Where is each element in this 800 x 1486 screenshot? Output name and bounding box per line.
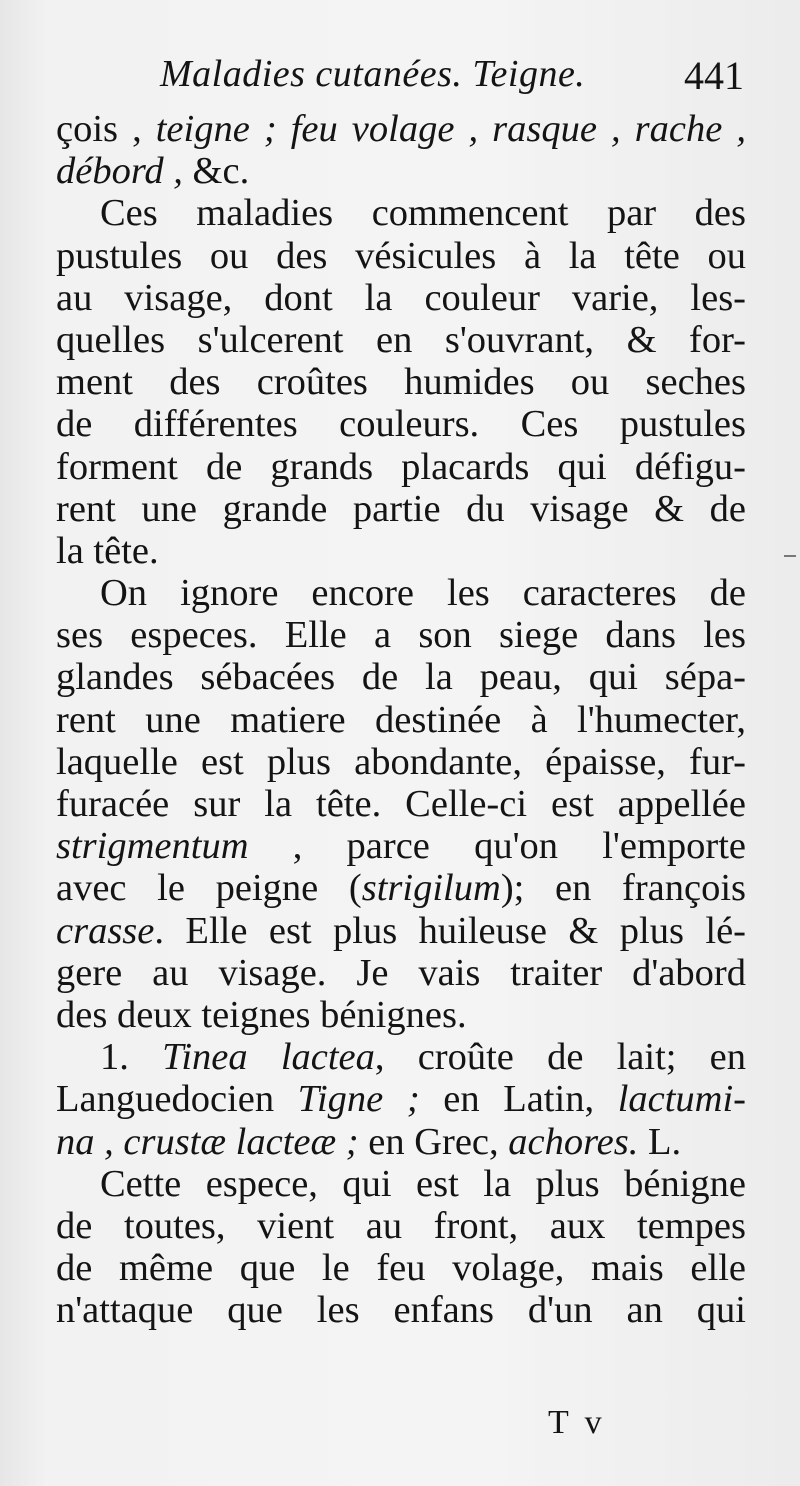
text-line xyxy=(56,446,746,488)
text-segment: forment de grands placards qui défigu- xyxy=(56,445,746,488)
text-line xyxy=(56,910,746,952)
italic-text: lactumi- xyxy=(617,1078,746,1121)
page-header xyxy=(160,52,750,102)
text-segment: de différentes couleurs. Ces pustules xyxy=(56,403,746,446)
text-segment: rent une matiere destinée à l'humecter, xyxy=(56,698,746,741)
text-segment: au visage, dont la couleur varie, les- xyxy=(56,276,746,319)
text-segment: de toutes, vient au front, aux tempes xyxy=(56,1204,746,1247)
text-line xyxy=(56,361,746,403)
italic-text: strigilum xyxy=(361,867,501,910)
text-line xyxy=(56,1078,746,1120)
text-line xyxy=(56,1289,746,1331)
running-head: Maladies cutanées. Teigne. xyxy=(160,53,586,95)
text-line xyxy=(56,277,746,319)
text-line xyxy=(56,952,746,994)
text-segment: avec le peigne ( xyxy=(56,867,362,910)
text-segment: en Grec, xyxy=(358,1120,509,1163)
text-segment: Cette espece, qui est la plus bénigne xyxy=(100,1162,746,1205)
text-segment: ); en françois xyxy=(500,867,746,910)
text-line xyxy=(56,319,746,361)
text-segment: &c. xyxy=(192,150,250,193)
italic-text: Tinea lactea xyxy=(162,1036,375,1079)
text-segment: furacée sur la tête. Celle-ci est appellée xyxy=(56,783,746,825)
text-line xyxy=(56,530,746,572)
text-segment: ment des croûtes humides ou seches xyxy=(56,361,746,404)
text-segment: On ignore encore les caracteres de xyxy=(100,572,746,615)
text-segment: gere au visage. Je vais traiter d'abord xyxy=(56,951,746,994)
italic-text: strigmentum xyxy=(56,825,249,868)
text-line xyxy=(56,1163,746,1205)
text-line xyxy=(56,150,746,192)
text-line xyxy=(56,656,746,698)
text-segment: n'attaque que les enfans d'un an qui xyxy=(56,1289,746,1332)
text-line xyxy=(56,235,746,277)
text-line xyxy=(56,994,746,1036)
text-line xyxy=(56,783,746,825)
italic-text: Tigne ; xyxy=(297,1078,420,1121)
text-segment: 1. xyxy=(100,1036,163,1079)
text-line xyxy=(56,108,746,150)
italic-text: crasse xyxy=(56,909,155,952)
text-segment: des deux teignes bénignes. xyxy=(56,993,467,1036)
text-segment: . Elle est plus huileuse & plus lé- xyxy=(154,909,746,952)
text-segment: L. xyxy=(638,1120,682,1163)
italic-text: na , crustæ lacteæ ; xyxy=(56,1120,359,1163)
text-segment: glandes sébacées de la peau, qui sépa- xyxy=(56,656,746,699)
text-line xyxy=(56,741,746,783)
text-segment: rent une grande partie du visage & de xyxy=(56,487,746,530)
text-line xyxy=(56,825,746,867)
text-segment: la tête. xyxy=(56,529,159,572)
text-segment: , croûte de lait; en xyxy=(374,1036,746,1079)
text-line xyxy=(56,699,746,741)
text-line xyxy=(56,403,746,445)
text-segment: pustules ou des vésicules à la tête ou xyxy=(56,234,746,277)
text-line xyxy=(56,192,746,234)
text-segment: de même que le feu volage, mais elle xyxy=(56,1247,746,1290)
italic-text: achores. xyxy=(508,1120,639,1163)
text-line xyxy=(56,614,746,656)
text-segment: en Latin, xyxy=(419,1078,618,1121)
margin-mark xyxy=(784,555,796,557)
text-line xyxy=(56,867,746,909)
text-line xyxy=(56,1205,746,1247)
text-segment: ses especes. Elle a son siege dans les xyxy=(56,614,746,657)
text-line xyxy=(56,1247,746,1289)
italic-text: teigne ; feu volage , rasque , rache , xyxy=(155,108,746,150)
page-number: 441 xyxy=(684,53,744,98)
signature-mark: T v xyxy=(548,1404,606,1441)
text-segment: çois , xyxy=(56,108,156,150)
text-segment: laquelle est plus abondante, épaisse, fur- xyxy=(56,740,746,783)
text-line xyxy=(56,1121,746,1163)
text-line xyxy=(56,572,746,614)
text-line xyxy=(56,488,746,530)
text-segment: , parce qu'on l'emporte xyxy=(248,825,746,868)
body-text xyxy=(56,108,746,1331)
italic-text: débord , xyxy=(56,150,193,193)
text-segment: quelles s'ulcerent en s'ouvrant, & for- xyxy=(56,318,746,361)
text-segment: Languedocien xyxy=(56,1078,298,1121)
text-line xyxy=(56,1036,746,1078)
text-segment: Ces maladies commencent par des xyxy=(100,192,746,235)
